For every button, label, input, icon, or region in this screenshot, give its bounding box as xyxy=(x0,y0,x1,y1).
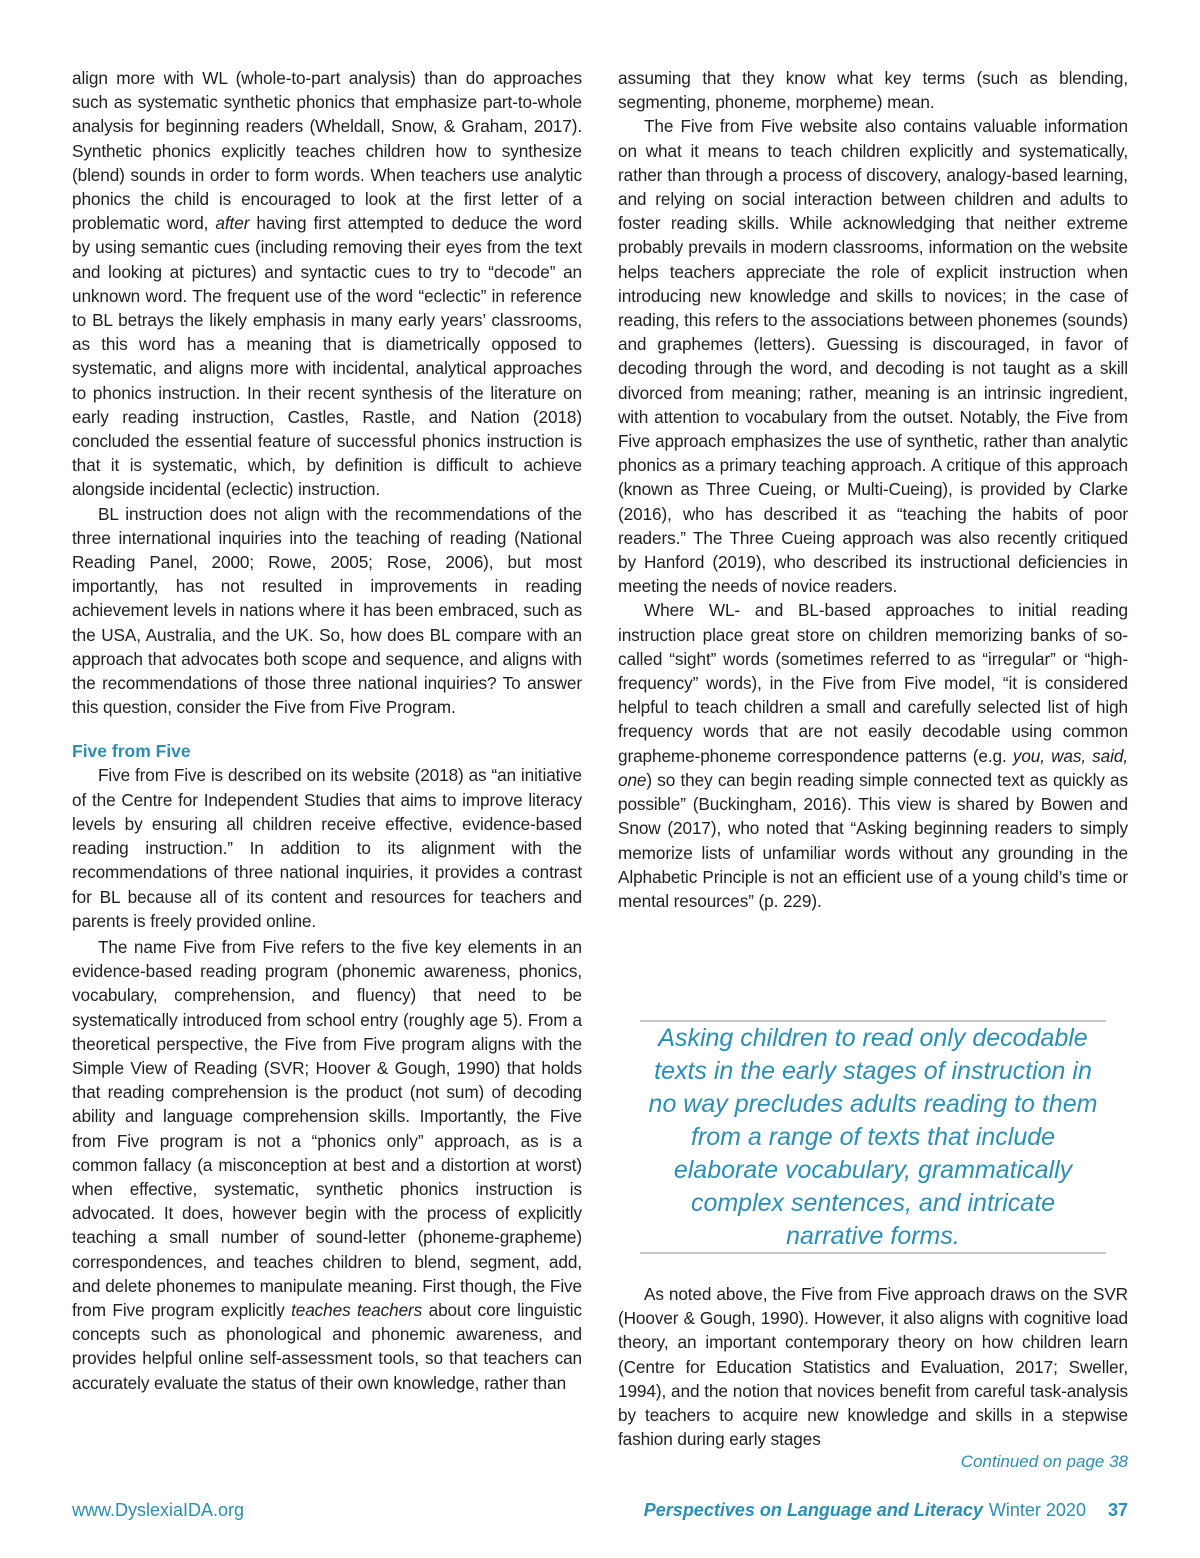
left-column xyxy=(72,66,582,1395)
page-number: 37 xyxy=(1107,1500,1128,1520)
issue-label: Winter 2020 xyxy=(988,1500,1086,1520)
website-link[interactable]: www.DyslexiaIDA.org xyxy=(72,1500,245,1520)
body-paragraph: The Five from Five website also contains valuable information on what it means to teach children explicitly and systematically, rather than through a process of discovery, analogy-based learning, and relying on social interaction between children and adults to foster reading skills. While acknowledging that neither extreme probably prevails in modern classrooms, information on the website helps teachers appreciate the role of explicit instruction when introducing new knowledge and skills to novices; in the case of reading, this refers to the associations between phonemes (sounds) and graphemes (letters). Guessing is discouraged, in favor of decoding through the word, and decoding is not taught as a skill divorced from meaning; rather, meaning is an intrinsic ingredient, with attention to vocabulary from the outset. Notably, the Five from Five approach emphasizes the use of synthetic, rather than analytic phonics as a primary teaching approach. A critique of this approach (known as Three Cueing, or Multi-Cueing), is provided by Clarke (2016), who has described it as “teaching the habits of poor readers.” The Three Cueing approach was also recently critiqued by Hanford (2019), who described its instructional deficiencies in meeting the needs of novice readers. xyxy=(618,116,1128,597)
footer-publication xyxy=(644,1500,1128,1521)
section-heading: Five from Five xyxy=(72,741,191,762)
body-paragraph: Five from Five is described on its website (2018) as “an initiative of the Centre for Independent Studies that aims to improve literacy levels by ensuring all children receive effective, evidence-based reading instruction.” In addition to its alignment with the recommendations of three national inquiries, it provides a contrast for BL because all of its content and resources for teachers and parents is freely provided online. xyxy=(72,765,582,931)
pull-quote-text: Asking children to read only decodable texts in the early stages of instruction in no way precludes adults reading to them from a range of texts that include elaborate vocabulary, grammatically complex sentences, and intricate narrative forms. xyxy=(648,1023,1098,1250)
body-paragraph: align more with WL (whole-to-part analysis) than do approaches such as systematic synthetic phonics that emphasize part-to-whole analysis for beginning readers (Wheldall, Snow, & Graham, 2017). Synthetic phonics explicitly teaches children how to synthesize (blend) sounds in order to form words. When teachers use analytic phonics the child is encouraged to look at the first letter of a problematic word, after having first attempted to deduce the word by using semantic cues (including removing their eyes from the text and looking at pictures) and syntactic cues to try to “decode” an unknown word. The frequent use of the word “eclectic” in reference to BL betrays the likely emphasis in many early years’ classrooms, as this word has a meaning that is diametrically opposed to systematic, and aligns more with incidental, analytical approaches to phonics instruction. In their recent synthesis of the literature on early reading instruction, Castles, Rastle, and Nation (2018) concluded the essential feature of successful phonics instruction is that it is systematic, which, by definition is difficult to achieve alongside incidental (eclectic) instruction. xyxy=(72,68,582,500)
right-column xyxy=(618,66,1128,913)
continued-note: Continued on page 38 xyxy=(960,1452,1128,1471)
body-paragraph: As noted above, the Five from Five approach draws on the SVR (Hoover & Gough, 1990). However, it also aligns with cognitive load theory, an important contemporary theory on how children learn (Centre for Education Statistics and Evaluation, 2017; Sweller, 1994), and the notion that novices benefit from careful task-analysis by teachers to acquire new knowledge and skills in a stepwise fashion during early stages xyxy=(618,1284,1128,1450)
body-paragraph: Where WL- and BL-based approaches to initial reading instruction place great store on children memorizing banks of so-called “sight” words (sometimes referred to as “irregular” or “high-frequency” words), in the Five from Five model, “it is considered helpful to teach children a small and carefully selected list of high frequency words that are not easily decodable using common grapheme-phoneme correspondence patterns (e.g. you, was, said, one) so they can begin reading simple connected text as quickly as possible” (Buckingham, 2016). This view is shared by Bowen and Snow (2017), who noted that “Asking beginning readers to simply memorize lists of unfamiliar words without any grounding in the Alphabetic Principle is not an efficient use of a young child’s time or mental resources” (p. 229). xyxy=(618,600,1128,911)
pull-quote xyxy=(640,1020,1106,1254)
page-footer xyxy=(72,1500,1128,1526)
journal-title: Perspectives on Language and Literacy xyxy=(643,1500,983,1520)
body-paragraph: BL instruction does not align with the recommendations of the three international inquiries into the teaching of reading (National Reading Panel, 2000; Rowe, 2005; Rose, 2006), but most importantly, has not resulted in improvements in reading achievement levels in nations where it has been embraced, such as the USA, Australia, and the UK. So, how does BL compare with an approach that advocates both scope and sequence, and aligns with the recommendations of those three national inquiries? To answer this question, consider the Five from Five Program. xyxy=(72,503,582,718)
right-column-bottom xyxy=(618,1282,1128,1451)
body-paragraph: assuming that they know what key terms (such as blending, segmenting, phoneme, morpheme) mean. xyxy=(618,68,1128,113)
body-paragraph: The name Five from Five refers to the five key elements in an evidence-based reading program (phonemic awareness, phonics, vocabulary, comprehension, and fluency) that need to be systematically introduced from school entry (roughly age 5). From a theoretical perspective, the Five from Five program aligns with the Simple View of Reading (SVR; Hoover & Gough, 1990) that holds that reading comprehension is the product (not sum) of decoding ability and language comprehension skills. Importantly, the Five from Five program is not a “phonics only” approach, as is a common fallacy (a misconception at best and a distortion at worst) when effective, systematic, synthetic phonics instruction is advocated. It does, however begin with the process of explicitly teaching a small number of sound-letter (phoneme-grapheme) correspondences, and teaches children to blend, segment, add, and delete phonemes to manipulate meaning. First though, the Five from Five program explicitly teaches teachers about core linguistic concepts such as phonological and phonemic awareness, and provides helpful online self-assessment tools, so that teachers can accurately evaluate the status of their own knowledge, rather than xyxy=(72,936,582,1393)
